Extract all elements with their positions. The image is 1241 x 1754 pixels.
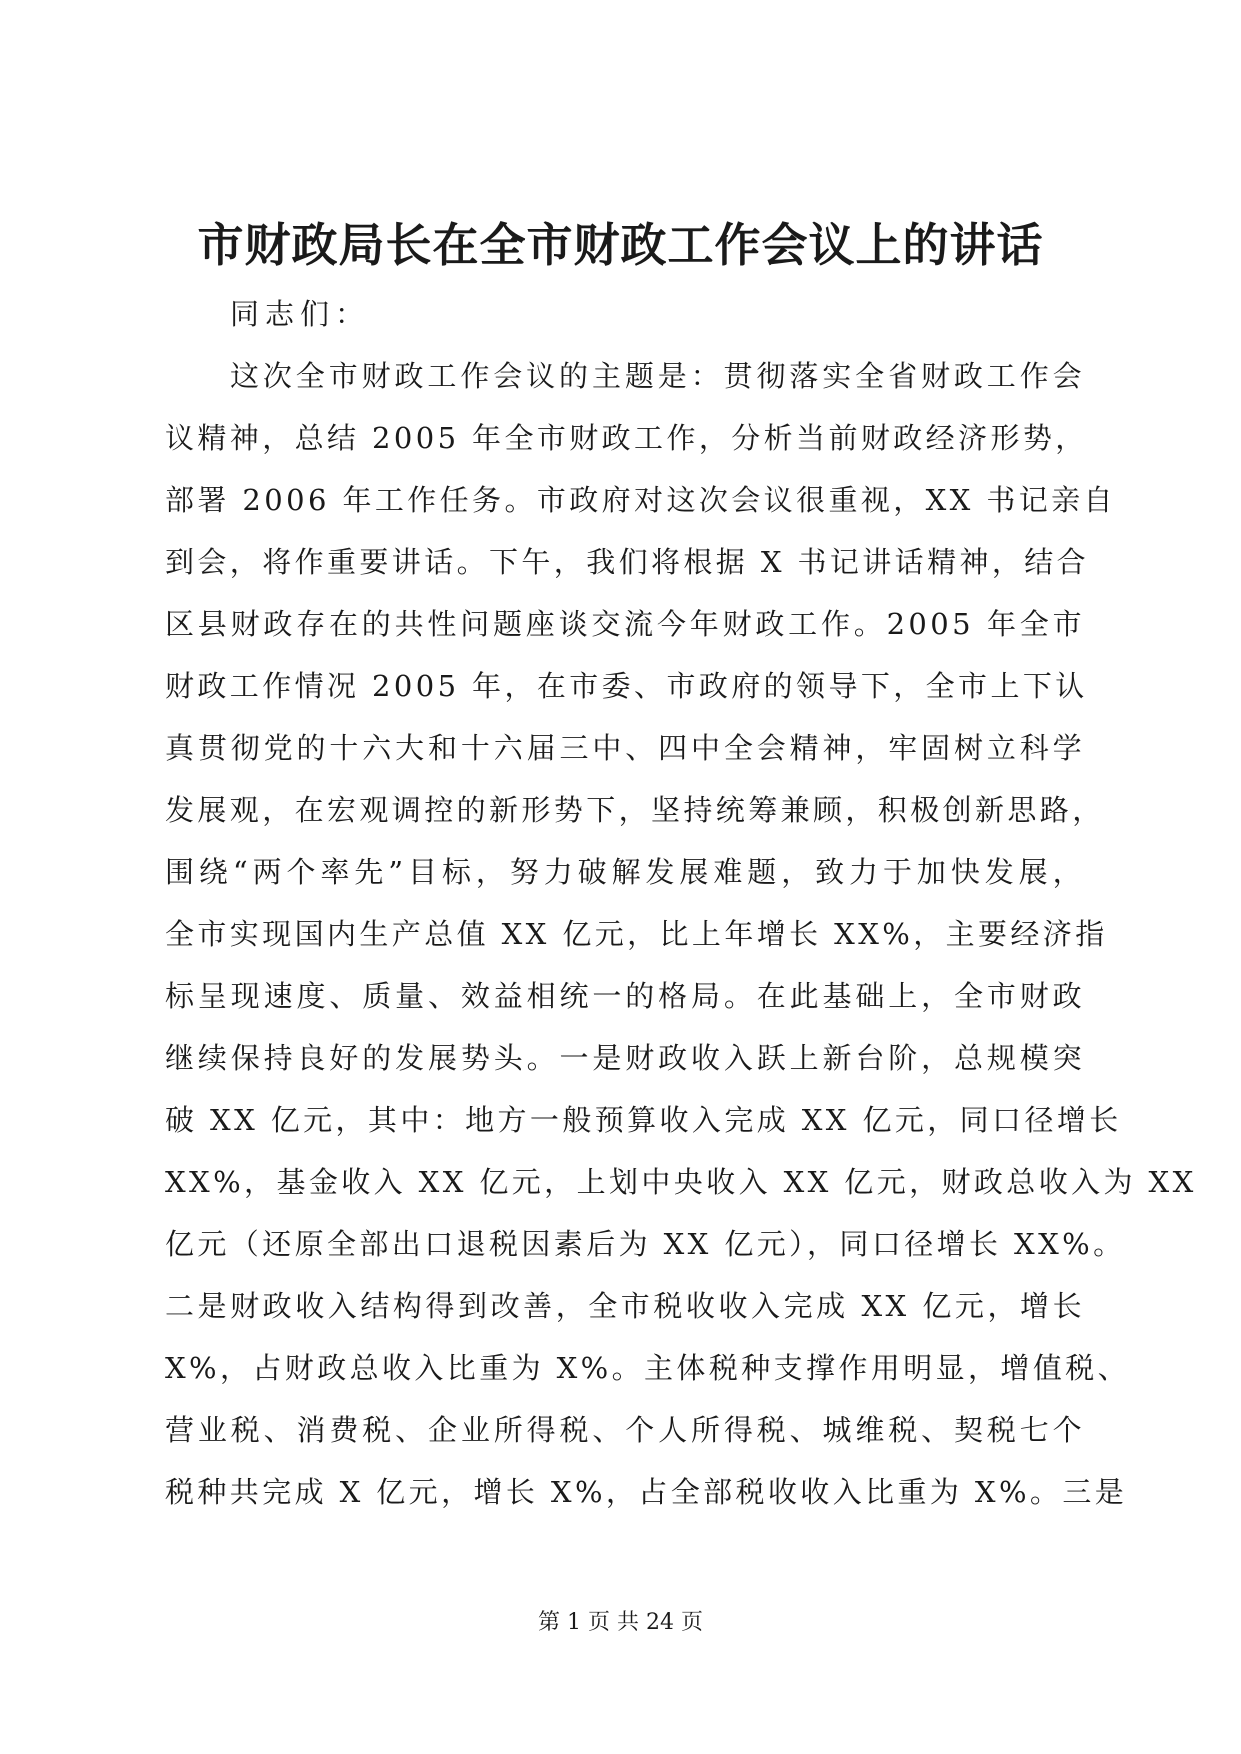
text-line: 议精神，总结 2005 年全市财政工作，分析当前财政经济形势， <box>165 421 1088 455</box>
text-line: 到会，将作重要讲话。下午，我们将根据 X 书记讲话精神，结合 <box>165 545 1090 579</box>
text-line: 二是财政收入结构得到改善，全市税收收入完成 XX 亿元，增长 <box>165 1289 1085 1323</box>
text-line: 营业税、消费税、企业所得税、个人所得税、城维税、契税七个 <box>165 1413 1085 1447</box>
text-line: 这次全市财政工作会议的主题是：贯彻落实全省财政工作会 <box>230 359 1085 393</box>
text-line: 税种共完成 X 亿元，增长 X%，占全部税收收入比重为 X%。三是 <box>165 1475 1128 1509</box>
text-line: 破 XX 亿元，其中：地方一般预算收入完成 XX 亿元，同口径增长 <box>165 1103 1122 1137</box>
body-text <box>165 359 1197 1540</box>
text-line: 区县财政存在的共性问题座谈交流今年财政工作。2005 年全市 <box>165 607 1085 641</box>
text-line: 亿元（还原全部出口退税因素后为 XX 亿元），同口径增长 XX%。 <box>165 1227 1126 1261</box>
document-title: 市财政局长在全市财政工作会议上的讲话 <box>197 218 1044 272</box>
text-line: 围绕“两个率先”目标，努力破解发展难题，致力于加快发展， <box>165 855 1085 889</box>
text-line: 部署 2006 年工作任务。市政府对这次会议很重视，XX 书记亲自 <box>165 483 1116 517</box>
text-line: 标呈现速度、质量、效益相统一的格局。在此基础上，全市财政 <box>165 979 1085 1013</box>
text-line: XX%，基金收入 XX 亿元，上划中央收入 XX 亿元，财政总收入为 XX <box>165 1165 1197 1199</box>
text-line: 全市实现国内生产总值 XX 亿元，比上年增长 XX%，主要经济指 <box>165 917 1108 951</box>
text-line: 继续保持良好的发展势头。一是财政收入跃上新台阶，总规模突 <box>165 1041 1085 1075</box>
text-line: 真贯彻党的十六大和十六届三中、四中全会精神，牢固树立科学 <box>165 731 1085 765</box>
page-footer: 第 1 页 共 24 页 <box>538 1610 703 1635</box>
text-line: 发展观，在宏观调控的新形势下，坚持统筹兼顾，积极创新思路， <box>165 793 1105 827</box>
greeting: 同志们： <box>230 297 371 331</box>
text-line: X%，占财政总收入比重为 X%。主体税种支撑作用明显，增值税、 <box>165 1351 1131 1385</box>
text-line: 财政工作情况 2005 年，在市委、市政府的领导下，全市上下认 <box>165 669 1088 703</box>
